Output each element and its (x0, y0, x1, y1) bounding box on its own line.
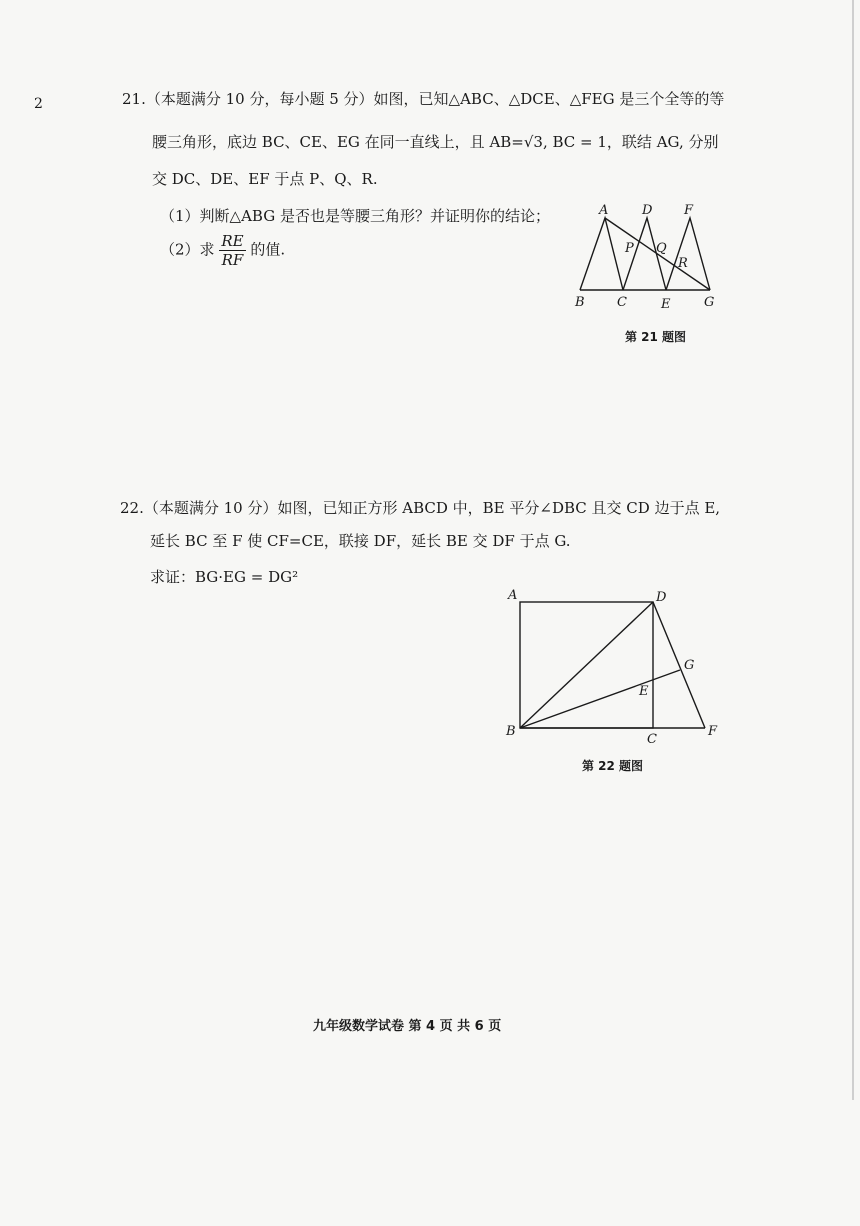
q21-part2-prefix: （2）求 (160, 240, 215, 259)
q22-label-C: C (647, 732, 657, 747)
q21-label-E: E (661, 297, 671, 312)
q21-label-C: C (617, 295, 627, 310)
q22-label-F: F (708, 724, 718, 739)
q22-label-D: D (656, 590, 667, 605)
q21-line2: 腰三角形，底边 BC、CE、EG 在同一直线上，且 AB=√3, BC = 1，联结 AG, 分别 (152, 133, 719, 151)
q21-line1: 21.（本题满分 10 分，每小题 5 分）如图，已知△ABC、△DCE、△FEG 是三个全等的等 (122, 90, 725, 108)
q21-caption: 第 21 题图 (625, 330, 687, 344)
q21-label-D: D (642, 203, 653, 218)
q21-label-A: A (599, 203, 609, 218)
q21-label-P: P (625, 241, 634, 256)
q21-part2-suffix: 的值. (250, 240, 286, 259)
q21-label-B: B (575, 295, 585, 310)
q21-part2 (160, 232, 285, 269)
q22-label-E: E (639, 684, 649, 699)
q22-prove: 求证：BG·EG = DG² (150, 568, 299, 586)
q22-label-A: A (508, 588, 518, 603)
page-footer: 九年级数学试卷 第 4 页 共 6 页 (313, 1019, 502, 1034)
margin-mark: 2 (34, 96, 43, 112)
q22-line1: 22.（本题满分 10 分）如图，已知正方形 ABCD 中，BE 平分∠DBC 且交 CD 边于点 E, (120, 499, 721, 517)
q22-label-G: G (684, 658, 695, 673)
q21-label-Q: Q (656, 241, 667, 256)
q21-fraction-num: RE (221, 232, 244, 250)
q21-fraction (219, 232, 245, 269)
q22-caption: 第 22 题图 (582, 759, 644, 773)
q21-label-G: G (704, 295, 715, 310)
q21-part1: （1）判断△ABG 是否也是等腰三角形？并证明你的结论； (160, 207, 550, 225)
q21-line3: 交 DC、DE、EF 于点 P、Q、R. (152, 170, 378, 188)
q22-line2: 延长 BC 至 F 使 CF=CE，联接 DF，延长 BE 交 DF 于点 G. (150, 532, 571, 550)
q22-figure (500, 585, 730, 750)
q21-label-F: F (684, 203, 694, 218)
q21-fraction-den: RF (221, 251, 244, 269)
q21-figure (570, 200, 730, 315)
scan-edge (852, 0, 854, 1100)
q21-label-R: R (678, 256, 688, 271)
q22-label-B: B (506, 724, 516, 739)
